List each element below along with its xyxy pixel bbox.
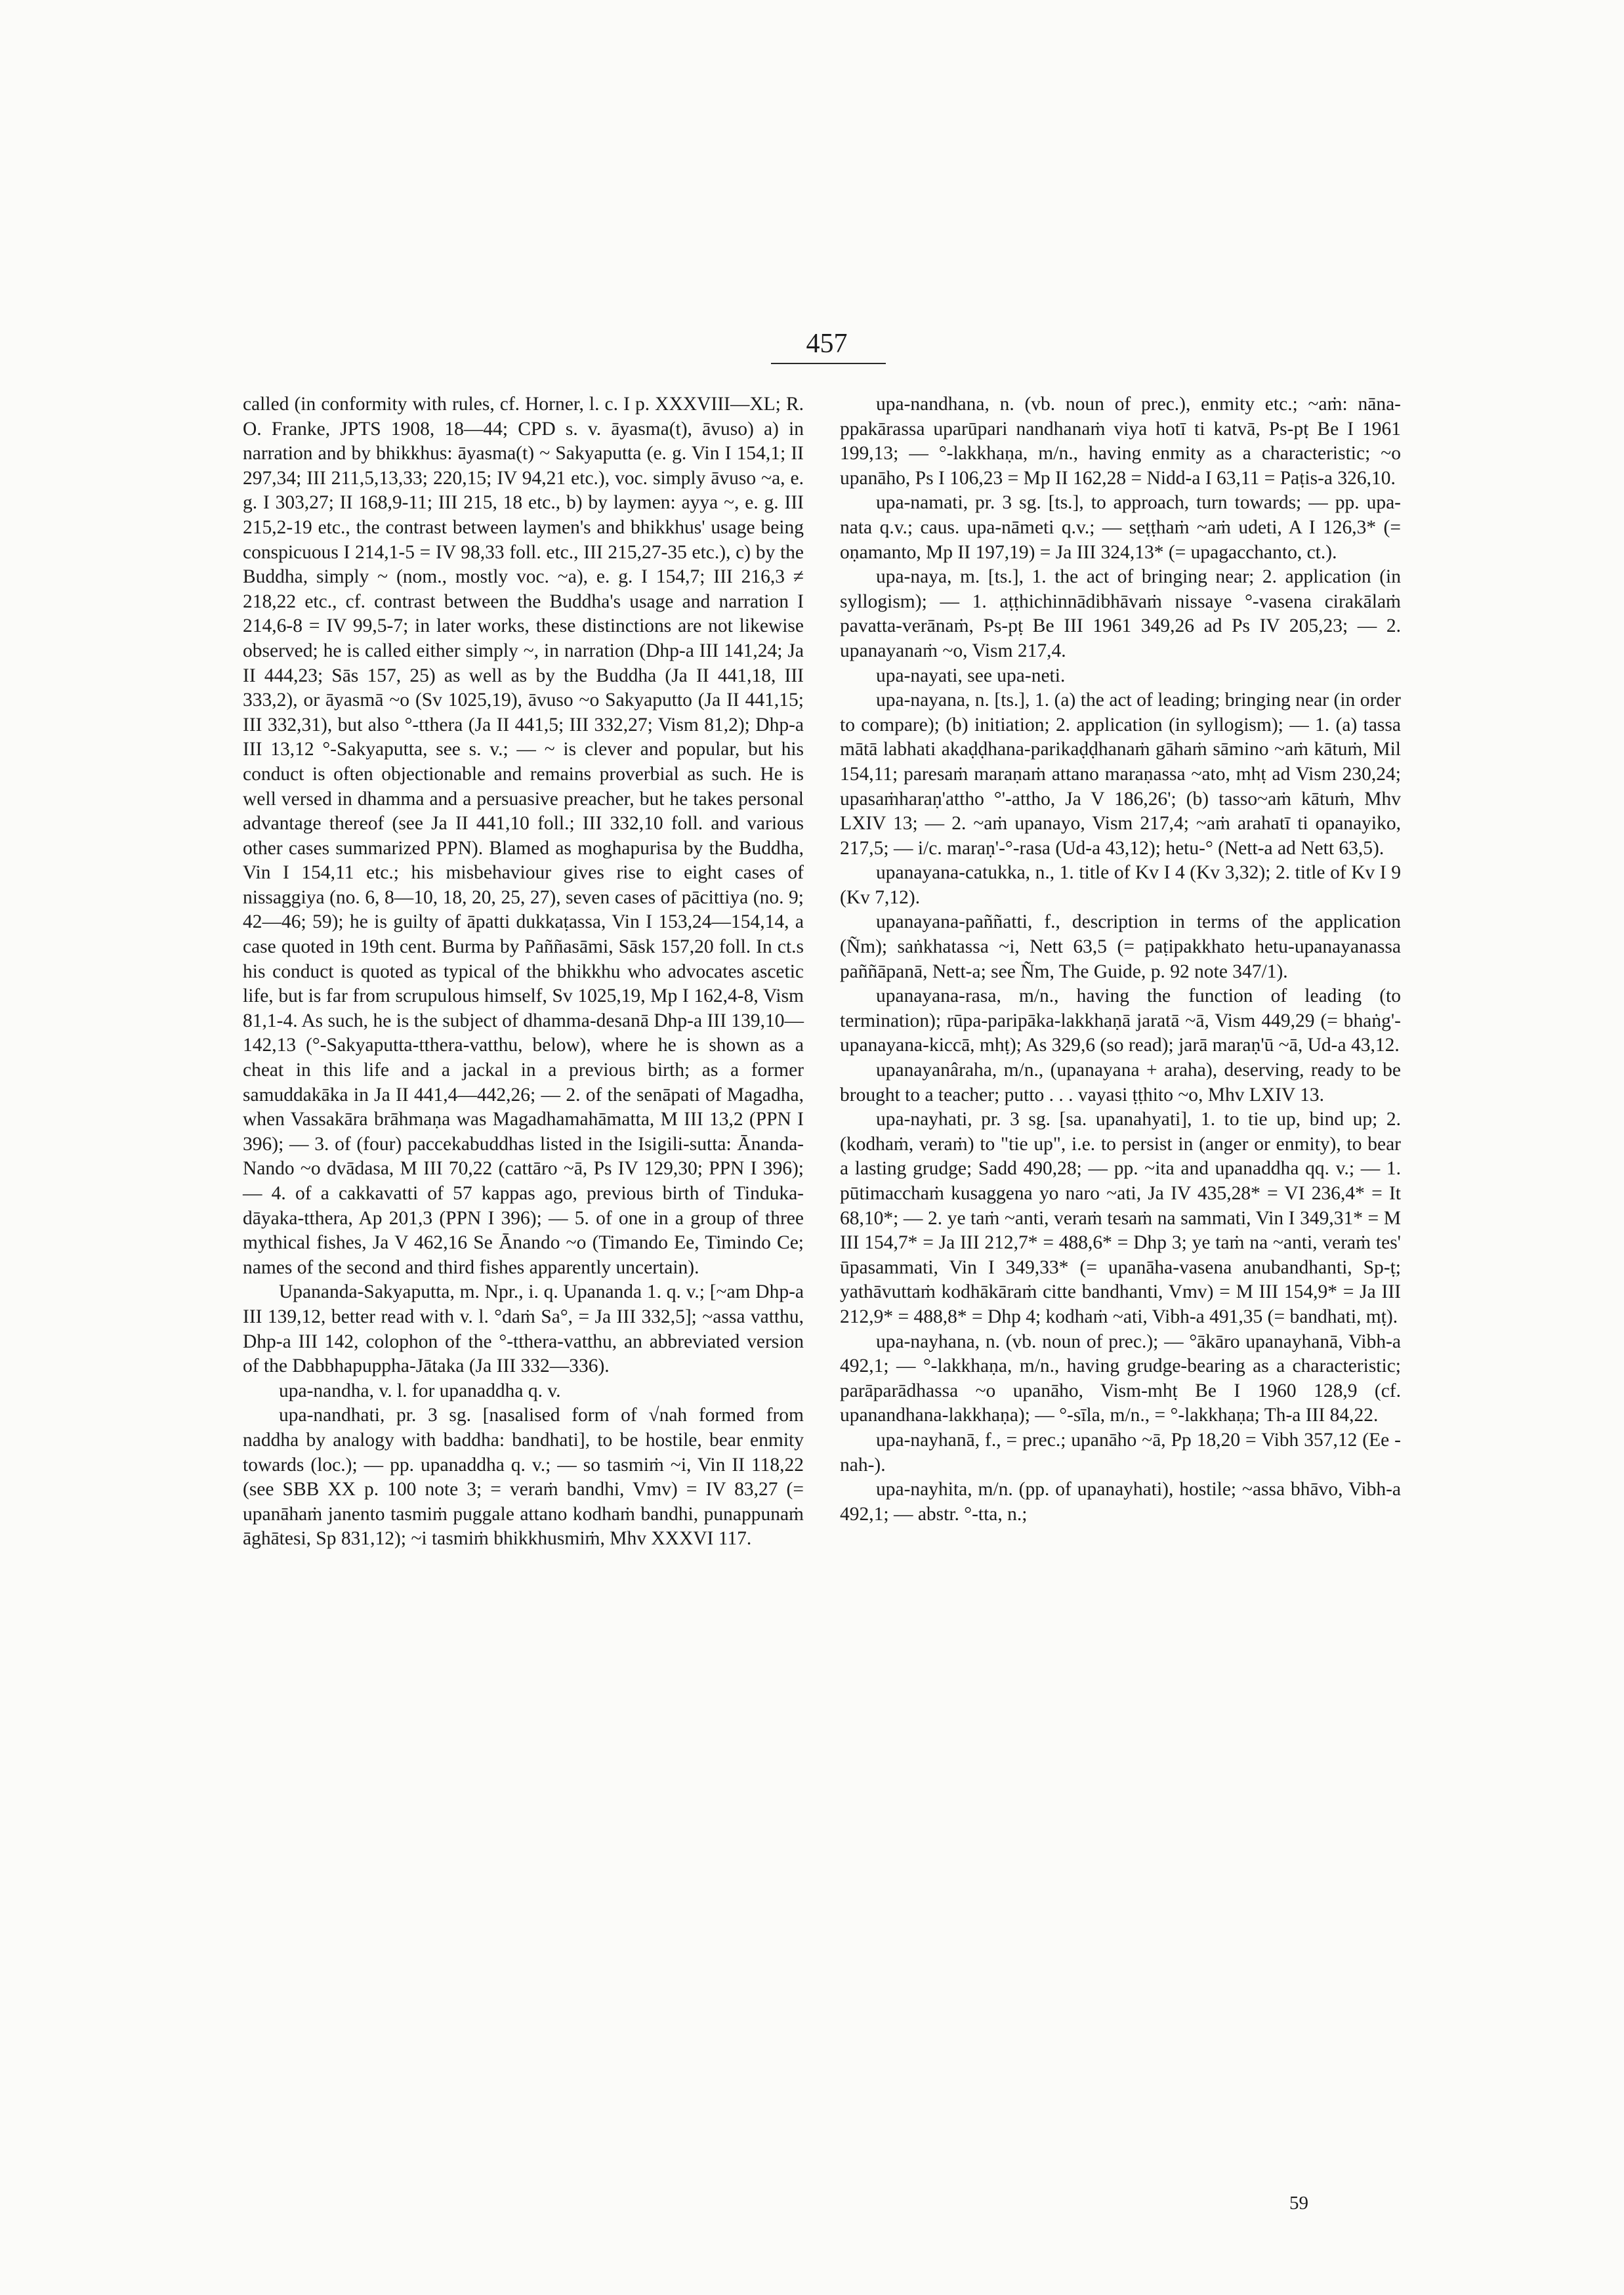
left-column [243,392,804,1552]
dictionary-entry: upa-nandhati, pr. 3 sg. [nasalised form of √nah formed from naddha by analogy with baddha: bandhati], to be hostile, bear enmity towards (loc.); — pp. upanaddha q. v.; — so tasmiṁ ~i, Vin II 118,22 (see SBB XX p. 100 note 3; = veraṁ bandhi, Vmv) = IV 83,27 (= upanāhaṁ janento tasmiṁ puggale attano kodhaṁ bandhi, punappunaṁ āghātesi, Sp 831,12); ~i tasmiṁ bhikkhusmiṁ, Mhv XXXVI 117. [243,1405,804,1550]
page-number: 457 [806,329,848,359]
dictionary-entry: upa-nayhanā, f., = prec.; upanāho ~ā, Pp 18,20 = Vibh 357,12 (Ee -nah-). [840,1429,1401,1476]
dictionary-entry: upa-naya, m. [ts.], 1. the act of bringing near; 2. application (in syllogism); — 1. aṭṭhichinnādibhāvaṁ nissaye °-vasena cirakālaṁ pavatta-verānaṁ, Ps-pṭ Be III 1961 349,26 ad Ps IV 205,23; — 2. upanayanaṁ ~o, Vism 217,4. [840,566,1401,661]
dictionary-entry: upa-namati, pr. 3 sg. [ts.], to approach, turn towards; — pp. upa-nata q.v.; caus. upa-nāmeti q.v.; — seṭṭhaṁ ~aṁ udeti, A I 126,3* (= oṇamanto, Mp II 197,19) = Ja III 324,13* (= upagacchanto, ct.). [840,492,1401,563]
signature-mark: 59 [1289,2193,1308,2214]
page-number-rule [771,363,886,364]
dictionary-entry: upa-nayhita, m/n. (pp. of upanayhati), hostile; ~assa bhāvo, Vibh-a 492,1; — abstr. °-tta, n.; [840,1479,1401,1525]
dictionary-entry: upa-nayana, n. [ts.], 1. (a) the act of leading; bringing near (in order to compare); (b) initiation; 2. application (in syllogism); — 1. (a) tassa mātā labhati akaḍḍhana-parikaḍḍhanaṁ gāhaṁ sāmino ~aṁ kātuṁ, Mil 154,11; paresaṁ maraṇaṁ attano maraṇassa ~ato, mhṭ ad Vism 230,24; upasaṁharaṇ'attho °'-attho, Ja V 186,26'; (b) tasso~aṁ kātuṁ, Mhv LXIV 13; — 2. ~aṁ upanayo, Vism 217,4; ~aṁ arahatī ti opanayiko, 217,5; — i/c. maraṇ'-°-rasa (Ud-a 43,12); hetu-° (Nett-a ad Nett 63,5). [840,690,1401,859]
right-column [840,392,1401,1527]
dictionary-entry: upanayanâraha, m/n., (upanayana + araha), deserving, ready to be brought to a teacher; putto . . . vayasi ṭṭhito ~o, Mhv LXIV 13. [840,1060,1401,1106]
dictionary-entry: upanayana-rasa, m/n., having the function of leading (to termination); rūpa-paripāka-lakkhaṇā jaratā ~ā, Vism 449,29 (= bhaṅg'-upanayana-kiccā, mhṭ); As 329,6 (so read); jarā maraṇ'ū ~ā, Ud-a 43,12. [840,985,1401,1056]
dictionary-entry: upa-nayhana, n. (vb. noun of prec.); — °ākāro upanayhanā, Vibh-a 492,1; — °-lakkhaṇa, m/n., having grudge-bearing as a characteristic; parāparādhassa ~o upanāho, Vism-mhṭ Be I 1960 128,9 (cf. upanandhana-lakkhaṇa); — °-sīla, m/n., = °-lakkhaṇa; Th-a III 84,22. [840,1331,1401,1426]
dictionary-entry: Upananda-Sakyaputta, m. Npr., i. q. Upananda 1. q. v.; [~am Dhp-a III 139,12, better read with v. l. °daṁ Sa°, = Ja III 332,5]; ~assa vatthu, Dhp-a III 142, colophon of the °-tthera-vatthu, an abbreviated version of the Dabbhapuppha-Jātaka (Ja III 332—336). [243,1281,804,1377]
dictionary-entry: upa-nandha, v. l. for upanaddha q. v. [279,1380,561,1401]
entry-continuation: called (in conformity with rules, cf. Horner, l. c. I p. XXXVIII—XL; R. O. Franke, JPTS 1908, 18—44; CPD s. v. āyasma(t), āvuso) a) in narration and by bhikkhus: āyasma(t) ~ Sakyaputta (e. g. Vin I 154,1; II 297,34; III 211,5,13,33; 220,15; IV 94,21 etc.), voc. simply āvuso ~a, e. g. I 303,27; II 168,9-11; III 215, 18 etc., b) by laymen: ayya ~, e. g. III 215,2-19 etc., the contrast between laymen's and bhikkhus' usage being conspicuous I 214,1-5 = IV 98,33 foll. etc., III 215,27-35 etc.), c) by the Buddha, simply ~ (nom., mostly voc. ~a), e. g. I 154,7; III 216,3 ≠ 218,22 etc., cf. contrast between the Buddha's usage and narration I 214,6-8 = IV 99,5-7; in later works, these distinctions are not likewise observed; he is called either simply ~, in narration (Dhp-a III 141,24; Ja II 444,23; Sās 157, 25) as well as by the Buddha (Ja II 441,18, III 333,2), or āyasmā ~o (Sv 1025,19), āvuso ~o Sakyaputto (Ja II 441,15; III 332,31), but also °-tthera (Ja II 441,5; III 332,27; Vism 81,2); Dhp-a III 13,12 °-Sakyaputta, see s. v.; — ~ is clever and popular, but his conduct is often objectionable and remains proverbial as such. He is well versed in dhamma and a persuasive preacher, but he takes personal advantage thereof (see Ja II 441,10 foll.; III 332,10 foll. and various other cases summarized PPN). Blamed as moghapurisa by the Buddha, Vin I 154,11 etc.; his misbehaviour gives rise to eight cases of nissaggiya (no. 6, 8—10, 18, 20, 25, 27), seven cases of pācittiya (no. 9; 42—46; 59); he is guilty of āpatti dukkaṭassa, Vin I 153,24—154,14, a case quoted in 19th cent. Burma by Paññasāmi, Sāsk 157,20 foll. In ct.s his conduct is quoted as typical of the bhikkhu who advocates ascetic life, but is far from scrupulous himself, Sv 1025,19, Mp I 162,4-8, Vism 81,1-4. As such, he is the subject of dhamma-desanā Dhp-a III 139,10—142,13 (°-Sakyaputta-tthera-vatthu, below), where he is shown as a cheat in this life and a jackal in a previous birth; as a former samuddakāka in Ja II 441,4—442,26; — 2. of the senāpati of Magadha, when Vassakāra brāhmaṇa was Magadhamahāmatta, M III 13,2 (PPN I 396); — 3. of (four) paccekabuddhas listed in the Isigili-sutta: Ānanda-Nando ~o dvādasa, M III 70,22 (cattāro ~ā, Ps IV 129,30; PPN I 396); — 4. of a cakkavatti of 57 kappas ago, previous birth of Tinduka-dāyaka-tthera, Ap 201,3 (PPN I 396); — 5. of one in a group of three mythical fishes, Ja V 462,16 Se Ānando ~o (Timando Ee, Timindo Ce; names of the second and third fishes apparently uncertain). [243,394,804,1278]
dictionary-entry: upanayana-catukka, n., 1. title of Kv I 4 (Kv 3,32); 2. title of Kv I 9 (Kv 7,12). [840,862,1401,908]
dictionary-entry: upa-nayhati, pr. 3 sg. [sa. upanahyati], 1. to tie up, bind up; 2. (kodhaṁ, veraṁ) to "tie up", i.e. to persist in (anger or enmity), to bear a lasting grudge; Sadd 490,28; — pp. ~ita and upanaddha qq. v.; — 1. pūtimacchaṁ kusaggena yo naro ~ati, Ja IV 435,28* = VI 236,4* = It 68,10*; — 2. ye taṁ ~anti, veraṁ tesaṁ na sammati, Vin I 349,31* = M III 154,7* = Ja III 212,7* = 488,6* = Dhp 3; ye taṁ na ~anti, veraṁ tes' ūpasammati, Vin I 349,33* (= upanāha-vasena anubandhanti, Sp-ṭ; yathāvuttaṁ kodhākāraṁ citte bandhanti, Vmv) = M III 154,9* = Ja III 212,9* = 488,8* = Dhp 4; kodhaṁ ~ati, Vibh-a 491,35 (= bandhati, mṭ). [840,1109,1401,1327]
dictionary-entry: upa-nayati, see upa-neti. [876,665,1066,686]
dictionary-entry: upa-nandhana, n. (vb. noun of prec.), enmity etc.; ~aṁ: nāna-ppakārassa uparūpari nandhanaṁ viya hotī ti katvā, Ps-pṭ Be I 1961 199,13; — °-lakkhaṇa, m/n., having enmity as a characteristic; ~o upanāho, Ps I 106,23 = Mp II 162,28 = Nidd-a I 63,11 = Paṭis-a 326,10. [840,394,1401,489]
dictionary-entry: upanayana-paññatti, f., description in terms of the application (Ñm); saṅkhatassa ~i, Nett 63,5 (= paṭipakkhato hetu-upanayanassa paññāpanā, Nett-a; see Ñm, The Guide, p. 92 note 347/1). [840,911,1401,982]
